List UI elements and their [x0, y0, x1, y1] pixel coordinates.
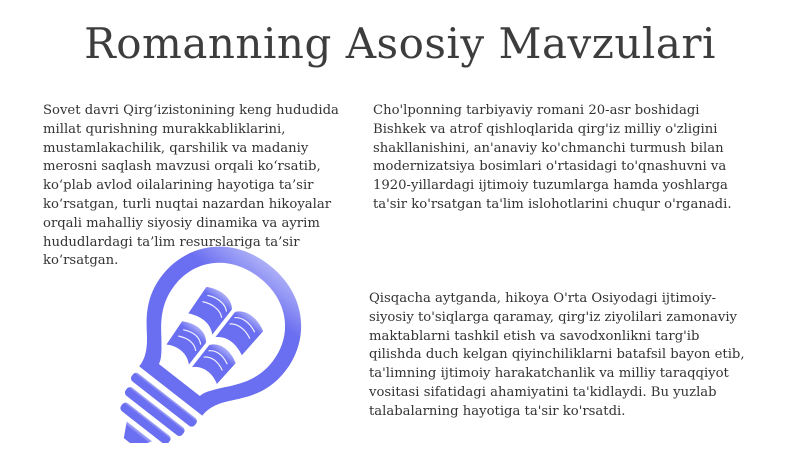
paragraph-left: Sovet davri Qirg‘izistonining keng hududida millat qurishning murakkabliklarini, mustamlakachilik, qarshilik va madaniy merosni saqlash mavzusi orqali ko‘rsatib, ko‘plab avlod oilalarining hayotiga ta’sir ko‘rsatgan, turli nuqtai nazardan hikoyalar orqali mahalliy siyosiy dinamika va ayrim hududlardagi ta’lim resurslariga ta’sir ko‘rsatgan. [43, 103, 339, 269]
paragraph-right-top: Cho'lponning tarbiyaviy romani 20-asr boshidagi Bishkek va atrof qishloqlarida qirg'iz milliy o'zligini shakllanishini, an'anaviy ko'chmanchi turmush bilan modernizatsiya bosimlari o'rtasidagi to'qnashuvni va 1920-yillardagi ijtimoiy tuzumlarga hamda yoshlarga ta'sir ko'rsatgan ta'lim islohotlarini chuqur o'rganadi. [373, 103, 732, 212]
paragraph-right-bottom: Qisqacha aytganda, hikoya O'rta Osiyodagi ijtimoiy-siyosiy to'siqlarga qaramay, qirg'iz ziyolilari zamonaviy maktablarni tashkil etish va savodxonlikni targ'ib qilishda duch kelgan qiyinchiliklarni batafsil bayon etib, ta'limning ijtimoiy harakatchanlik va milliy taraqqiyot vositasi sifatidagi ahamiyatini ta'kidlaydi. Bu yuzlab talabalarning hayotiga ta'sir ko'rsatdi. [369, 291, 745, 419]
slide-title: Romanning Asosiy Mavzulari [84, 19, 716, 68]
lightbulb-book-icon [100, 238, 330, 443]
